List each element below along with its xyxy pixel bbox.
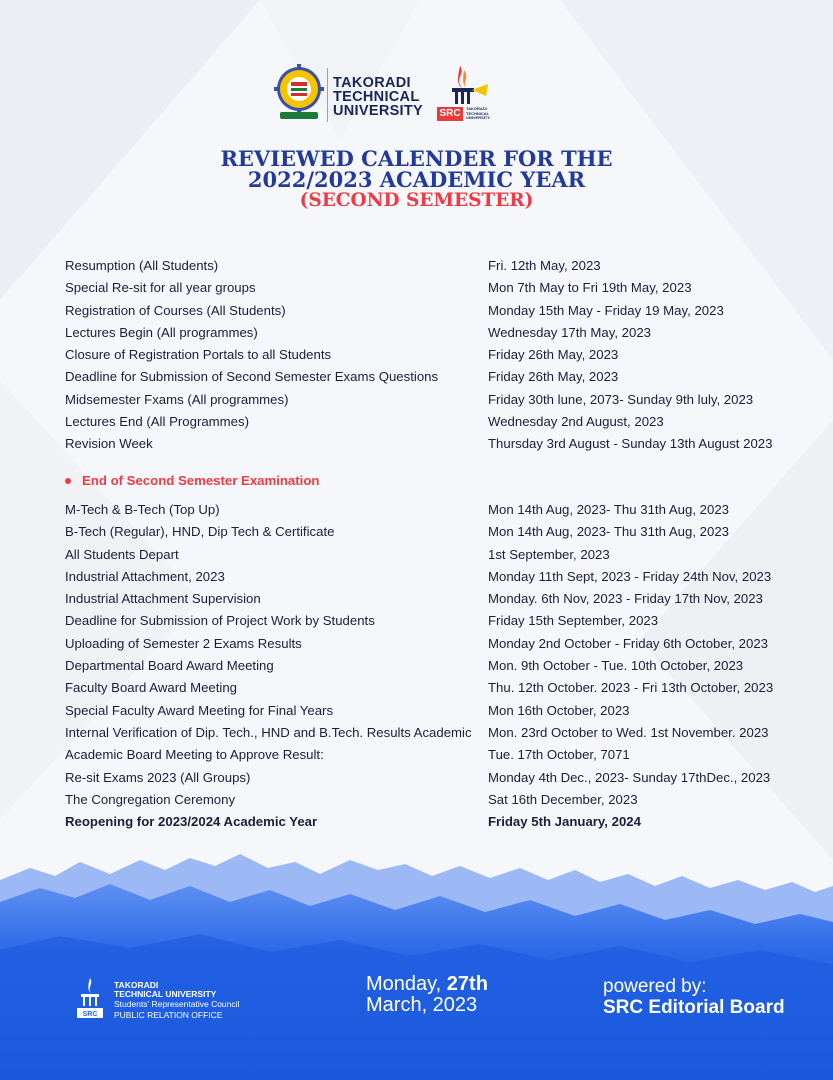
event-label: Lectures End (All Programmes) xyxy=(65,414,249,430)
schedule-row xyxy=(65,566,795,588)
src-subtext-line: TECHNICAL xyxy=(466,110,490,116)
schedule-row xyxy=(65,588,795,610)
event-date: Mon. 23rd October to Wed. 1st November. 2023 xyxy=(488,724,769,740)
schedule-row xyxy=(65,411,795,433)
event-date: Mon 14th Aug, 2023- Thu 31th Aug, 2023 xyxy=(488,524,729,540)
event-label: Resumption (All Students) xyxy=(65,258,219,273)
title-line-3: (SECOND SEMESTER) xyxy=(299,190,534,211)
event-label: Special Re-sit for all year groups xyxy=(65,280,256,296)
schedule-row xyxy=(65,366,795,388)
university-wordmark xyxy=(333,76,443,118)
event-label: Closure of Registration Portals to all Students xyxy=(65,347,332,363)
footer-org-line-1: TAKORADI xyxy=(114,980,159,990)
event-date: Friday 5th January, 2024 xyxy=(488,814,641,830)
src-subtext-line: UNIVERSITY xyxy=(466,115,491,120)
schedule-row xyxy=(65,677,795,699)
schedule-row xyxy=(65,521,795,543)
wordmark-line-3: UNIVERSITY xyxy=(333,103,424,119)
src-subtext xyxy=(466,107,500,121)
schedule-row xyxy=(65,277,795,299)
event-date: Monday 4th Dec., 2023- Sunday 17thDec., 2023 xyxy=(488,769,771,785)
event-label: B-Tech (Regular), HND, Dip Tech & Certificate xyxy=(65,524,335,540)
event-date: Monday. 6th Nov, 2023 - Friday 17th Nov, 2023 xyxy=(488,591,763,607)
event-label: Midsemester Fxams (All programmes) xyxy=(65,391,289,407)
event-date: Mon 14th Aug, 2023- Thu 31th Aug, 2023 xyxy=(488,502,729,517)
schedule-row-highlight xyxy=(65,811,795,833)
schedule-row xyxy=(65,722,795,744)
powered-label: powered by: xyxy=(603,976,707,997)
event-date: Mon. 9th October - Tue. 10th October, 2023 xyxy=(488,658,744,674)
event-date: Friday 26th May, 2023 xyxy=(488,347,619,363)
event-date: Monday 2nd October - Friday 6th October, 2023 xyxy=(488,635,769,651)
event-date: Mon 16th October, 2023 xyxy=(488,702,630,718)
schedule-row xyxy=(65,789,795,811)
src-subtext-line: TAKORADI xyxy=(466,106,487,111)
bullet-icon xyxy=(65,478,71,484)
schedule-row xyxy=(65,633,795,655)
footer-date-number: 27th xyxy=(446,973,488,995)
schedule-row xyxy=(65,744,795,766)
title-line-1: REVIEWED CALENDER FOR THE xyxy=(220,146,613,171)
schedule-row xyxy=(65,344,795,366)
event-label: Registration of Courses (All Students) xyxy=(65,302,286,318)
footer-organization xyxy=(114,981,239,1020)
footer-date xyxy=(366,974,488,1016)
exam-schedule-list xyxy=(65,499,795,833)
schedule-row xyxy=(65,499,795,521)
event-date: 1st September, 2023 xyxy=(488,546,610,562)
title-line-2: 2022/2023 ACADEMIC YEAR xyxy=(247,167,586,192)
event-label: Departmental Board Award Meeting xyxy=(65,658,274,674)
schedule-row xyxy=(65,610,795,632)
wordmark-line-1: TAKORADI xyxy=(333,75,411,91)
event-label: The Congregation Ceremony xyxy=(65,791,236,807)
event-label: Industrial Attachment Supervision xyxy=(65,591,261,607)
schedule-row xyxy=(65,655,795,677)
mountain-footer-graphic xyxy=(0,840,833,1080)
event-date: Thu. 12th October. 2023 - Fri 13th October, 2023 xyxy=(488,680,774,696)
event-label: Industrial Attachment, 2023 xyxy=(65,568,225,584)
event-label: Re-sit Exams 2023 (All Groups) xyxy=(65,769,251,785)
schedule-row xyxy=(65,300,795,322)
event-label: Faculty Board Award Meeting xyxy=(65,680,238,696)
event-label: All Students Depart xyxy=(65,546,179,562)
event-date: Wednesday 17th May, 2023 xyxy=(488,324,651,340)
schedule-row xyxy=(65,767,795,789)
event-date: Sat 16th December, 2023 xyxy=(488,791,638,807)
event-date: Thursday 3rd August - Sunday 13th August 2023 xyxy=(488,436,773,452)
header-logos xyxy=(0,62,833,132)
footer-date-day: Monday, xyxy=(366,973,442,995)
powered-name: SRC Editorial Board xyxy=(603,997,785,1018)
page-title xyxy=(0,148,833,212)
section-heading xyxy=(65,473,319,488)
footer-org-line-4: PUBLIC RELATION OFFICE xyxy=(114,1010,223,1020)
event-date: Mon 7th May to Fri 19th May, 2023 xyxy=(488,280,692,296)
event-date: Monday 11th Sept, 2023 - Friday 24th Nov, 2023 xyxy=(488,568,772,584)
event-date: Fri. 12th May, 2023 xyxy=(488,258,601,273)
event-date: Wednesday 2nd August, 2023 xyxy=(488,414,664,430)
event-label: Revision Week xyxy=(65,436,153,452)
event-label: Deadline for Submission of Project Work by Students xyxy=(65,613,375,629)
event-label: M-Tech & B-Tech (Top Up) xyxy=(65,502,220,517)
footer-org-line-2: TECHNICAL UNIVERSITY xyxy=(114,989,217,999)
footer-org-line-3: Students' Representative Council xyxy=(114,999,240,1009)
schedule-row xyxy=(65,322,795,344)
wordmark-line-2: TECHNICAL xyxy=(333,89,420,105)
schedule-row xyxy=(65,433,795,455)
src-badge: SRC xyxy=(437,107,463,121)
event-label: Uploading of Semester 2 Exams Results xyxy=(65,635,302,651)
section-heading-text: End of Second Semester Examination xyxy=(82,473,320,488)
event-label: Academic Board Meeting to Approve Result: xyxy=(65,747,324,763)
event-label: Reopening for 2023/2024 Academic Year xyxy=(65,814,318,830)
event-date: Tue. 17th October, 7071 xyxy=(488,747,630,763)
university-crest-icon xyxy=(274,62,324,124)
footer-date-rest: March, 2023 xyxy=(366,994,478,1016)
svg-text:SRC: SRC xyxy=(82,1011,98,1018)
event-date: Friday 26th May, 2023 xyxy=(488,369,619,385)
event-label: Special Faculty Award Meeting for Final Years xyxy=(65,702,334,718)
event-date: Monday 15th May - Friday 19 May, 2023 xyxy=(488,302,724,318)
src-footer-logo-icon xyxy=(75,976,105,1020)
event-label: Lectures Begin (All programmes) xyxy=(65,324,258,340)
schedule-row xyxy=(65,389,795,411)
schedule-row xyxy=(65,700,795,722)
logo-divider xyxy=(327,68,328,122)
schedule-row xyxy=(65,544,795,566)
schedule-row xyxy=(65,255,795,277)
footer-powered-by xyxy=(603,976,785,1018)
event-label: Internal Verification of Dip. Tech., HND and B.Tech. Results Academic xyxy=(65,724,472,740)
event-date: Friday 30th lune, 2073- Sunday 9th luly, 2023 xyxy=(488,391,754,407)
event-date: Friday 15th September, 2023 xyxy=(488,613,659,629)
schedule-list xyxy=(65,255,795,456)
event-label: Deadline for Submission of Second Semester Exams Questions xyxy=(65,369,439,385)
